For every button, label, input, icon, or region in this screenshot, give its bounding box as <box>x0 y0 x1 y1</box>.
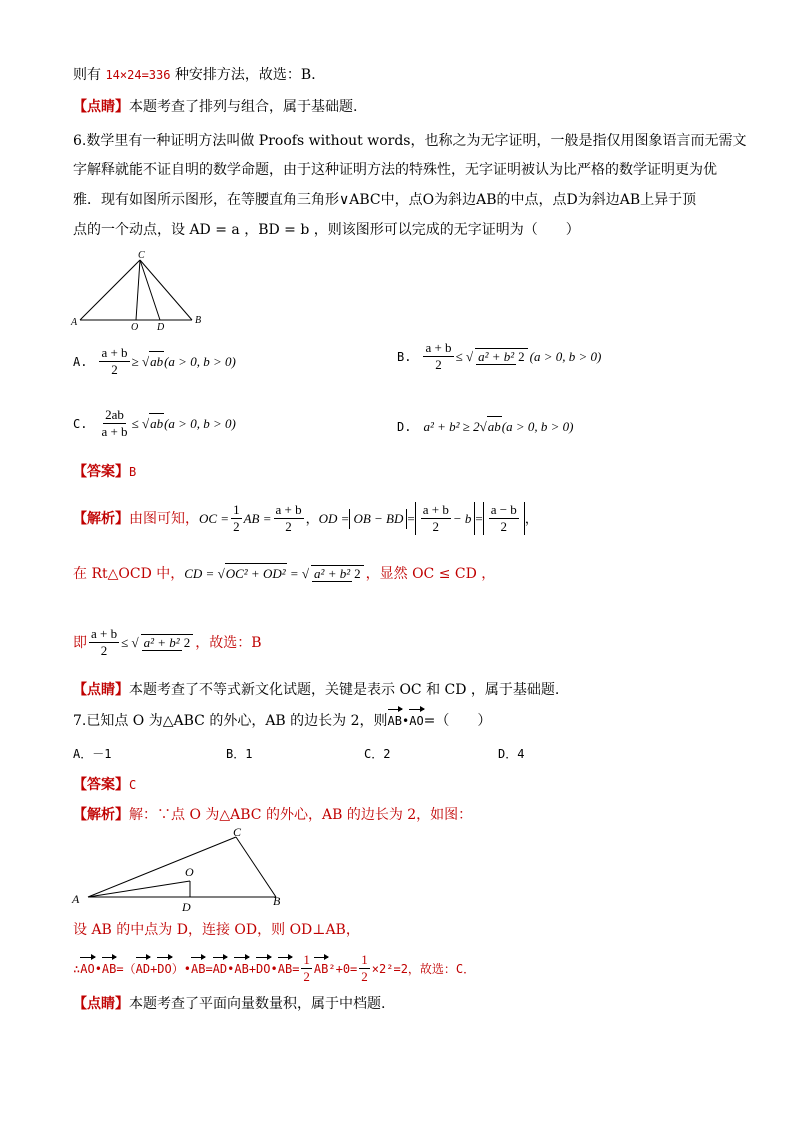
option-label: B. <box>397 349 412 364</box>
q7-jiexi <box>73 805 472 825</box>
q6-stem-line-a: 6.数学里有一种证明方法叫做 Proofs without words，也称之为无字证明，一般是指仅用图象语言而无需文 <box>73 133 747 149</box>
label-a: A <box>72 892 80 906</box>
q6-jiexi-line3: 即 $\frac{a + b}{2}$ ≤ √ a² + b² 2 ，故选：B <box>73 626 262 658</box>
q7-option-b: B．1 <box>226 747 253 761</box>
q6-stem-line-c: 雅．现有如图所示图形，在等腰直角三角形∨ABC中，点O为斜边AB的中点，点D为斜边AB上异于顶 <box>73 192 697 208</box>
q7-option-a: A．－1 <box>73 747 112 761</box>
calc-tail: =2，故选：C． <box>393 961 476 976</box>
label-c: C <box>233 825 242 839</box>
expression: 14×24=336 <box>105 68 171 82</box>
answer-tag: 【答案】 <box>73 777 129 793</box>
label-b: B <box>273 894 281 908</box>
q6-dianjing <box>73 680 559 700</box>
dianjing-tag: 【点睛】 <box>73 682 129 698</box>
q7-set-d: 设 AB 的中点为 D，连接 OD，则 OD⊥AB， <box>73 922 360 938</box>
label-o: O <box>131 322 139 333</box>
text: 即 <box>73 634 87 651</box>
text: ，显然 OC ≤ CD ， <box>365 565 496 582</box>
q7-dianjing <box>73 994 385 1014</box>
stem-text: =（ ） <box>423 713 492 729</box>
q7-answer <box>73 775 136 795</box>
q6-option-d: D. a² + b² ≥ 2√ab (a > 0, b > 0) <box>397 416 574 437</box>
label-d: D <box>157 322 165 333</box>
q7-triangle-figure <box>68 825 293 915</box>
q6-stem-line-d: 点的一个动点，设 AD = a ，BD = b ，则该图形可以完成的无字证明为（ ） <box>73 222 580 238</box>
q6-option-c: C. $\frac{2ab}{a + b}$ ≤ √ab (a > 0, b > 0) <box>73 407 236 439</box>
jiexi-tag: 【解析】 <box>73 510 129 527</box>
answer-value: C <box>129 778 137 792</box>
dianjing-text: 本题考查了平面向量数量积，属于中档题. <box>129 996 386 1012</box>
dianjing-tag: 【点睛】 <box>73 99 129 115</box>
q6-stem-line-b: 字解释就能不证自明的数学命题，由于这种证明方法的特殊性，无字证明被认为比严格的数学证明更为优 <box>73 162 717 178</box>
label-d: D <box>182 900 191 914</box>
text: 种安排方法，故选：B． <box>174 67 326 83</box>
text: 在 Rt△OCD 中， <box>73 565 185 582</box>
q6-option-a: A. $\frac{a + b}{2}$ ≥ √ab (a > 0, b > 0) <box>73 345 236 377</box>
option-label: A. <box>73 354 88 369</box>
q6-jiexi-line2: 在 Rt△OCD 中， CD = √OC² + OD² = √ a² + b² 2 ，显然 OC ≤ CD ， <box>73 563 495 584</box>
dianjing-text: 本题考查了排列与组合，属于基础题. <box>129 99 358 115</box>
label-a: A <box>71 317 78 328</box>
prev-dianjing <box>73 97 357 117</box>
q7-option-d: D．4 <box>498 747 525 761</box>
prev-answer-line <box>73 65 325 85</box>
answer-tag: 【答案】 <box>73 464 129 480</box>
text: ，故选：B <box>195 634 262 651</box>
option-label: C. <box>73 416 88 431</box>
dianjing-text: 本题考查了不等式新文化试题，关键是表示 OC 和 CD ，属于基础题. <box>129 682 560 698</box>
label-o: O <box>185 865 194 879</box>
label-c: C <box>138 250 145 261</box>
text: 则有 <box>73 67 101 83</box>
condition: (a > 0, b > 0) <box>164 353 236 369</box>
condition: (a > 0, b > 0) <box>529 348 602 364</box>
label-b: B <box>195 315 202 326</box>
jiexi-tag: 【解析】 <box>73 807 129 823</box>
q6-answer <box>73 462 136 482</box>
dianjing-tag: 【点睛】 <box>73 996 129 1012</box>
stem-text: 7.已知点 O 为△ABC 的外心，AB 的边长为 2，则 <box>73 713 388 729</box>
q6-option-b: B. $\frac{a + b}{2}$ ≤ √ a² + b² 2 (a > 0, b > 0) <box>397 340 602 372</box>
answer-value: B <box>129 465 137 479</box>
q6-triangle-figure <box>68 248 218 333</box>
jiexi-text: 解：∵点 O 为△ABC 的外心，AB 的边长为 2，如图： <box>129 807 473 823</box>
q7-calculation: ∴ AO • AB =（ AD + DO ）• AB = AD • AB + DO • AB = $\frac{1}{2}$ AB ²+0= $\frac{1}{2}$ ×2² =2，故选：C． <box>73 952 476 984</box>
q6-jiexi-line1: 【解析】 由图可知， OC = $\frac{1}{2}$ AB = $\frac{a + b}{2}$ ， OD = OB − BD = $\frac{a + b}{2}$ − b = $\frac{a - b}{2}$ ， <box>73 502 538 534</box>
q7-option-c: C．2 <box>364 747 391 761</box>
option-label: D. <box>397 419 412 434</box>
condition: (a > 0, b > 0) <box>164 415 236 431</box>
jiexi-text: 由图可知， <box>129 510 199 527</box>
q7-stem: 7.已知点 O 为△ABC 的外心，AB 的边长为 2，则 AB • AO =（ ） <box>73 713 492 729</box>
condition: (a > 0, b > 0) <box>501 418 574 434</box>
